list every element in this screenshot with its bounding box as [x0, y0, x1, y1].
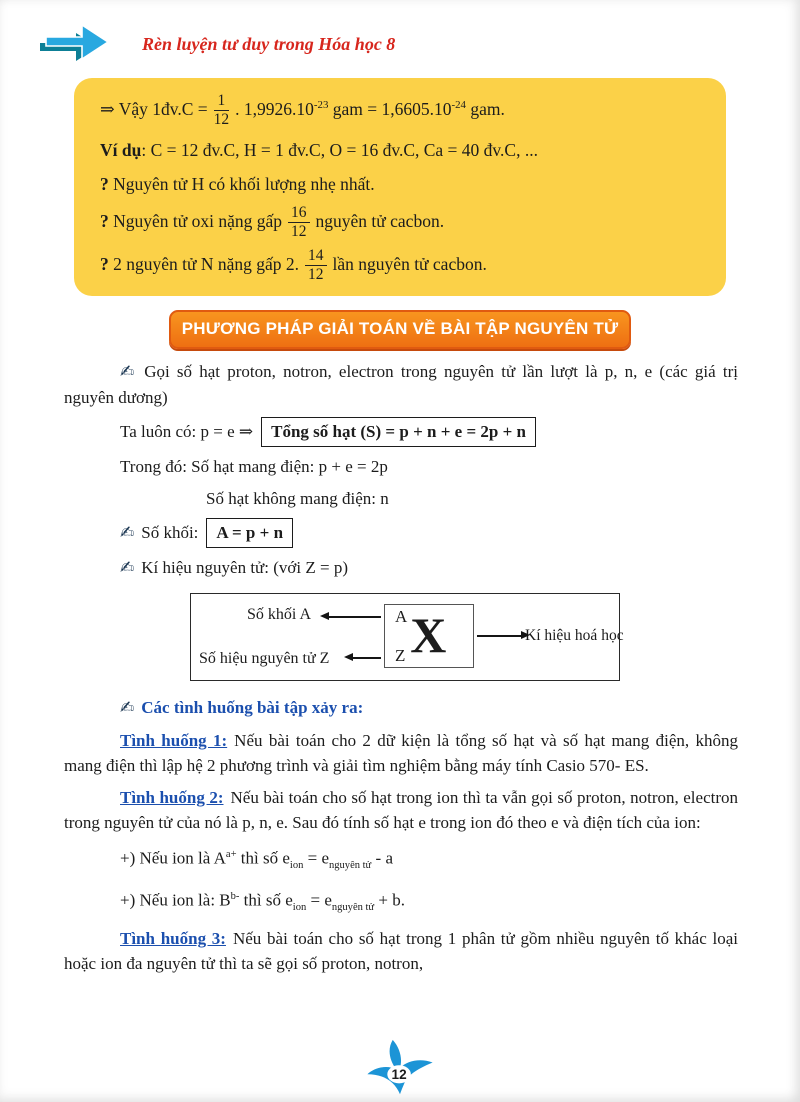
symbol-z: Z [395, 645, 406, 665]
page-footer [0, 1038, 800, 1096]
situation-3-text: Nếu bài toán cho số hạt trong 1 phân tử gồm nhiều nguyên tố khác loại hoặc ion đa nguyên tử thì ta sẽ gọi số proton, notron, [64, 928, 738, 973]
intro-line-1-post: gam. [465, 98, 505, 119]
intro-line-4 [100, 205, 700, 241]
example-label: Ví dụ [100, 139, 142, 160]
situation-3-label: Tình huống 3: [120, 928, 226, 948]
main-content [64, 359, 738, 976]
paragraph-mass-number [64, 518, 738, 548]
fact-text-post: nguyên tử cacbon. [315, 210, 445, 231]
ion1-pre: +) Nếu ion là A [120, 848, 226, 868]
ion2-sub-atom: nguyên tử [331, 901, 375, 913]
ion1-eq: = e [303, 848, 329, 868]
footer-bird-icon [344, 1038, 456, 1096]
pen-icon: ✍ [120, 522, 135, 543]
ion1-sub-atom: nguyên tử [329, 859, 372, 871]
intro-line-1-mid2: gam = 1,6605.10 [328, 98, 452, 119]
intro-box [74, 78, 726, 296]
situation-2-text: Nếu bài toán cho số hạt trong ion thì ta vẫn gọi số proton, notron, electron trong nguyên tử của nó là p, n, e. Sau đó tính số hạt e trong ion đó theo e và điện tích của ion: [64, 787, 738, 832]
situation-2-label: Tình huống 2: [120, 787, 224, 807]
definitions-text: Gọi số hạt proton, notron, electron trong nguyên tử lần lượt là p, n, e (các giá trị nguyên dương) [64, 361, 739, 407]
example-text: : C = 12 đv.C, H = 1 đv.C, O = 16 đv.C, Ca = 40 đv.C, ... [141, 139, 538, 160]
intro-line-1-mid: . 1,9926.10 [235, 98, 314, 119]
symbol-x: X [410, 607, 447, 664]
ion2-post: + b. [374, 890, 405, 910]
situation-1-label: Tình huống 1: [120, 730, 228, 750]
ion1-post: - a [371, 848, 393, 868]
exponent: -23 [313, 99, 329, 111]
intro-line-1-pre: ⇒ Vậy 1đv.C = [100, 98, 208, 119]
fact-text-post: lần nguyên tử cacbon. [332, 253, 487, 274]
situations-heading-text: Các tình huống bài tập xảy ra: [141, 697, 364, 717]
symbol-a: A [395, 606, 408, 626]
page-number: 12 [391, 1066, 407, 1082]
pen-icon: ✍ [120, 557, 135, 578]
ion2-mid: thì số e [239, 890, 293, 910]
ion-case-cation [64, 842, 738, 878]
fraction-16-12: $\frac{16}{12}$ [288, 205, 310, 241]
arrow-to-atomic-label [353, 657, 381, 659]
situations-heading [64, 695, 738, 721]
total-formula-lead: Ta luôn có: p = e ⇒ [120, 421, 254, 441]
fact-text-pre: Nguyên tử oxi nặng gấp [108, 210, 283, 231]
symbol-lead: Kí hiệu nguyên tử: (với Z = p) [141, 557, 348, 577]
intro-line-5 [100, 248, 700, 284]
nuclide-diagram [190, 593, 624, 681]
atomic-number-label: Số hiệu nguyên tử Z [199, 649, 330, 667]
fact-text-pre: 2 nguyên tử N nặng gấp 2. [108, 253, 300, 274]
section-banner: PHƯƠNG PHÁP GIẢI TOÁN VỀ BÀI TẬP NGUYÊN TỬ [169, 310, 631, 349]
arrow-to-symbol-label [477, 635, 521, 637]
pen-icon: ✍ [120, 697, 135, 718]
paragraph-uncharged: Số hạt không mang điện: n [206, 488, 389, 508]
intro-line-3 [100, 171, 700, 197]
ion2-eq: = e [306, 890, 332, 910]
question-mark: ? [100, 253, 109, 274]
blue-arrow-icon [38, 24, 130, 64]
question-mark: ? [100, 210, 109, 231]
nuclide-symbol-box [384, 604, 474, 668]
intro-line-1 [100, 92, 700, 129]
chemical-symbol-label: Kí hiệu hoá học [525, 626, 624, 644]
paragraph-symbol [64, 555, 738, 581]
mass-number-formula-box: A = p + n [206, 518, 293, 548]
book-title: Rèn luyện tư duy trong Hóa học 8 [142, 33, 396, 54]
paragraph-definitions [64, 359, 738, 410]
intro-line-2 [100, 137, 700, 163]
paragraph-charged: Trong đó: Số hạt mang điện: p + e = 2p [120, 456, 388, 476]
arrow-to-mass-label [329, 616, 381, 618]
mass-number-label: Số khối A [247, 605, 312, 623]
question-mark: ? [100, 173, 109, 194]
mass-number-lead: Số khối: [141, 522, 199, 542]
az-stack [395, 608, 407, 664]
ion1-mid: thì số e [236, 848, 290, 868]
total-particles-formula-box: Tổng số hạt (S) = p + n + e = 2p + n [261, 417, 536, 447]
situation-1 [64, 728, 738, 778]
situation-2 [64, 785, 738, 835]
ion2-sub-ion: ion [292, 901, 307, 913]
ion2-pre: +) Nếu ion là: B [120, 890, 231, 910]
fraction-1-12: $\frac{1}{12}$ [213, 92, 230, 129]
page-header [0, 0, 800, 64]
ion2-charge: b- [230, 890, 240, 902]
ion-case-anion [64, 884, 738, 920]
paragraph-total-formula [64, 417, 738, 447]
situation-3 [64, 926, 738, 976]
pen-icon: ✍ [120, 361, 138, 382]
fraction-14-12: $\frac{14}{12}$ [305, 248, 327, 284]
exponent: -24 [451, 99, 466, 111]
ion1-charge: a+ [225, 848, 237, 860]
situation-1-text: Nếu bài toán cho 2 dữ kiện là tổng số hạt và số hạt mang điện, không mang điện thì lập hệ 2 phương trình và giải tìm nghiệm bằng máy tính Casio 570- ES. [64, 730, 738, 775]
ion1-sub-ion: ion [289, 859, 304, 871]
fact-text: Nguyên tử H có khối lượng nhẹ nhất. [108, 173, 375, 194]
